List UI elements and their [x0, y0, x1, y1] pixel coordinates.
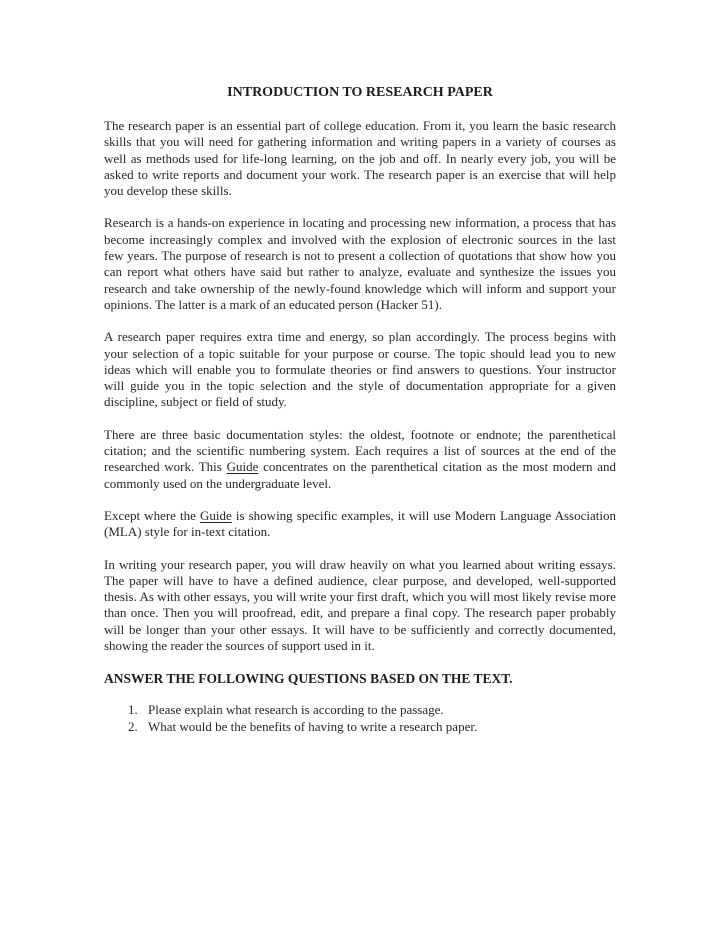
paragraph-intro [104, 118, 616, 199]
paragraph-text: Except where the [104, 507, 200, 523]
paragraph-text: The research paper is an essential part of college education. From it, you learn the basic research skills that you will need for gathering information and writing papers in a variety of courses as well as methods used for life-long learning, on the job and off. In nearly every job, you will be asked to write reports and document your work. The research paper is an exercise that will help you develop these skills. [104, 118, 616, 199]
paragraph-text: is showing specific examples, it will use Modern Language Association (MLA) style for in-text citation. [104, 507, 616, 540]
paragraph-text: In writing your research paper, you will draw heavily on what you learned about writing essays. The paper will have to have a defined audience, clear purpose, and developed, well-supported thesis. As with other essays, you will write your first draft, which you will most likely revise more than once. Then you will proofread, edit, and prepare a final copy. The research paper probably will be longer than your other essays. It will have to be sufficiently and correctly documented, showing the reader the sources of support used in it. [104, 556, 616, 654]
question-item-2 [128, 718, 616, 735]
paragraph-writing-process [104, 557, 616, 655]
document-title: INTRODUCTION TO RESEARCH PAPER [227, 85, 493, 100]
paragraph-text: A research paper requires extra time and energy, so plan accordingly. The process begins with your selection of a topic suitable for your purpose or course. The topic should lead you to new ideas which will enable you to formulate theories or find answers to questions. Your instructor will guide you in the topic selection and the style of documentation appropriate for a given discipline, subject or field of study. [104, 329, 616, 410]
question-number: 2. [128, 719, 138, 735]
paragraph-documentation-styles [104, 427, 616, 492]
underlined-term-guide: Guide [226, 459, 259, 475]
question-text: Please explain what research is according to the passage. [148, 702, 444, 718]
paragraph-research-definition [104, 215, 616, 313]
paragraph-text: There are three basic documentation styles: the oldest, footnote or endnote; the parenthetical citation; and the scientific numbering system. Each requires a list of sources at the end of the researched work. This [104, 426, 616, 475]
question-item-1 [128, 701, 616, 718]
paragraph-text: concentrates on the parenthetical citation as the most modern and commonly used on the undergraduate level. [104, 459, 616, 491]
questions-heading: ANSWER THE FOLLOWING QUESTIONS BASED ON THE TEXT. [104, 671, 513, 687]
question-number: 1. [128, 702, 138, 718]
paragraph-text: Research is a hands-on experience in locating and processing new information, a process that has become increasingly complex and involved with the explosion of electronic sources in the last few years. The purpose of research is not to present a collection of quotations that show how you can report what others have said but rather to analyze, evaluate and synthesize the issues you research and take ownership of the newly-found knowledge which will inform and support your opinions. The latter is a mark of an educated person (Hacker 51). [104, 215, 616, 312]
question-list [104, 701, 616, 735]
paragraph-mla-style [104, 508, 616, 541]
question-text: What would be the benefits of having to write a research paper. [148, 719, 478, 735]
underlined-term-guide: Guide [200, 507, 232, 523]
paragraph-planning [104, 329, 616, 410]
